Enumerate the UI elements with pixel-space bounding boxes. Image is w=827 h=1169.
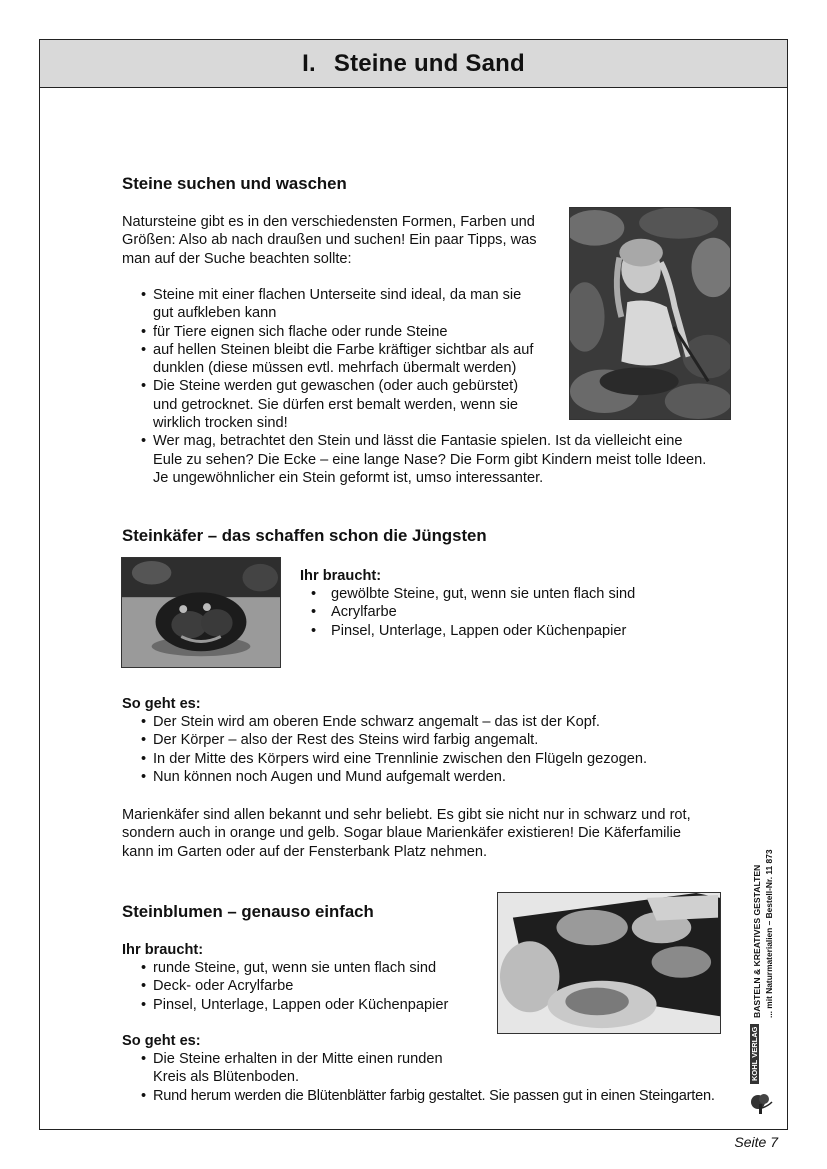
line: • für Tiere eignen sich flache oder runde Steine — [153, 323, 448, 340]
list-item — [141, 1087, 741, 1105]
section3-steps-label: So geht es: — [122, 1033, 201, 1049]
list-item: • Acrylfarbe — [311, 603, 731, 621]
list-item: • Nun können noch Augen und Mund aufgemalt werden. — [141, 768, 741, 786]
section-heading-steinblumen: Steinblumen – genauso einfach — [122, 902, 374, 921]
list-item: • Der Körper – also der Rest des Steins wird farbig angemalt. — [141, 731, 741, 749]
intro-line: man auf der Suche beachten sollte: — [122, 250, 352, 267]
paragraph-line: sondern auch in orange und gelb. Sogar blaue Marienkäfer existieren! Die Käferfamilie — [122, 825, 681, 842]
list-item: • gewölbte Steine, gut, wenn sie unten flach sind — [311, 585, 731, 603]
section2-paragraph — [122, 806, 722, 861]
section1-intro — [122, 213, 537, 268]
list-item: • runde Steine, gut, wenn sie unten flach sind — [141, 959, 501, 977]
page-number: Seite 7 — [734, 1134, 778, 1150]
photo-girl-graphic — [570, 208, 730, 419]
list-item — [141, 432, 741, 487]
paragraph-line: kann im Garten oder auf der Fensterbank Platz nehmen. — [122, 843, 488, 860]
section2-steps-label: So geht es: — [122, 696, 201, 712]
line: dunklen (diese müssen evtl. mehrfach übermalt werden) — [153, 360, 517, 377]
line: und getrocknet. Sie dürfen erst bemalt werden, wenn sie — [153, 396, 519, 413]
list-item: • Der Stein wird am oberen Ende schwarz angemalt – das ist der Kopf. — [141, 713, 741, 731]
publisher-name: KOHL VERLAG — [750, 1024, 759, 1084]
section-heading-steinkaefer: Steinkäfer – das schaffen schon die Jüngsten — [122, 526, 487, 545]
photo-paint-box-graphic — [498, 893, 720, 1033]
list-item: • Pinsel, Unterlage, Lappen oder Küchenpapier — [141, 996, 501, 1014]
photo-paint-box-stones — [497, 892, 721, 1034]
chapter-title-bar — [40, 40, 787, 88]
series-subtitle-order-number: ... mit Naturmaterialien – Bestell-Nr. 11 873 — [764, 849, 774, 1018]
section2-steps-list — [141, 713, 741, 786]
list-item: • Pinsel, Unterlage, Lappen oder Küchenpapier — [311, 622, 731, 640]
section3-needs-list — [141, 959, 501, 1014]
line: Je ungewöhnlicher ein Stein geformt ist, umso interessanter. — [153, 469, 544, 486]
line: • auf hellen Steinen bleibt die Farbe kräftiger sichtbar als auf — [153, 341, 534, 358]
vertical-series-label — [748, 818, 778, 1018]
photo-ladybug-graphic — [122, 558, 280, 667]
line: • Rund herum werden die Blütenblätter farbig gestaltet. Sie passen gut in einen Steingarten. — [153, 1087, 715, 1104]
intro-line: Größen: Also ab nach draußen und suchen! Ein paar Tipps, was — [122, 232, 537, 249]
photo-ladybug-stone — [121, 557, 281, 668]
line: Kreis als Blütenboden. — [153, 1069, 300, 1086]
list-item: • In der Mitte des Körpers wird eine Trennlinie zwischen den Flügeln gezogen. — [141, 750, 741, 768]
chapter-title — [302, 50, 525, 78]
chapter-title-text: Steine und Sand — [333, 49, 525, 77]
section2-needs-list — [311, 585, 731, 640]
paragraph-line: Marienkäfer sind allen bekannt und sehr beliebt. Es gibt sie nicht nur in schwarz und rot, — [122, 807, 691, 823]
line: Eule zu sehen? Die Ecke – eine lange Nase? Die Form gibt Kindern meist tolle Ideen. — [153, 451, 707, 468]
line: • Die Steine erhalten in der Mitte einen runden — [153, 1051, 443, 1067]
section-heading-steine-suchen: Steine suchen und waschen — [122, 174, 347, 193]
line: • Die Steine werden gut gewaschen (oder auch gebürstet) — [153, 378, 519, 395]
section3-needs-label: Ihr braucht: — [122, 942, 204, 958]
section3-steps-list — [141, 1050, 741, 1105]
list-item: • Deck- oder Acrylfarbe — [141, 977, 501, 995]
section2-needs-label: Ihr braucht: — [300, 568, 382, 584]
list-item — [141, 1050, 741, 1087]
photo-girl-collecting-stones — [569, 207, 731, 420]
line: wirklich trocken sind! — [153, 415, 288, 432]
intro-line: Natursteine gibt es in den verschiedensten Formen, Farben und — [122, 214, 535, 230]
chapter-number: I. — [302, 49, 316, 77]
line: • Wer mag, betrachtet den Stein und lässt die Fantasie spielen. Ist da vielleicht eine — [153, 433, 683, 450]
line: gut aufkleben kann — [153, 305, 277, 322]
line: • Steine mit einer flachen Unterseite sind ideal, da man sie — [153, 287, 522, 303]
publisher-logo — [748, 1026, 774, 1116]
series-title: BASTELN & KREATIVES GESTALTEN — [752, 864, 762, 1018]
tree-icon — [748, 1090, 774, 1116]
